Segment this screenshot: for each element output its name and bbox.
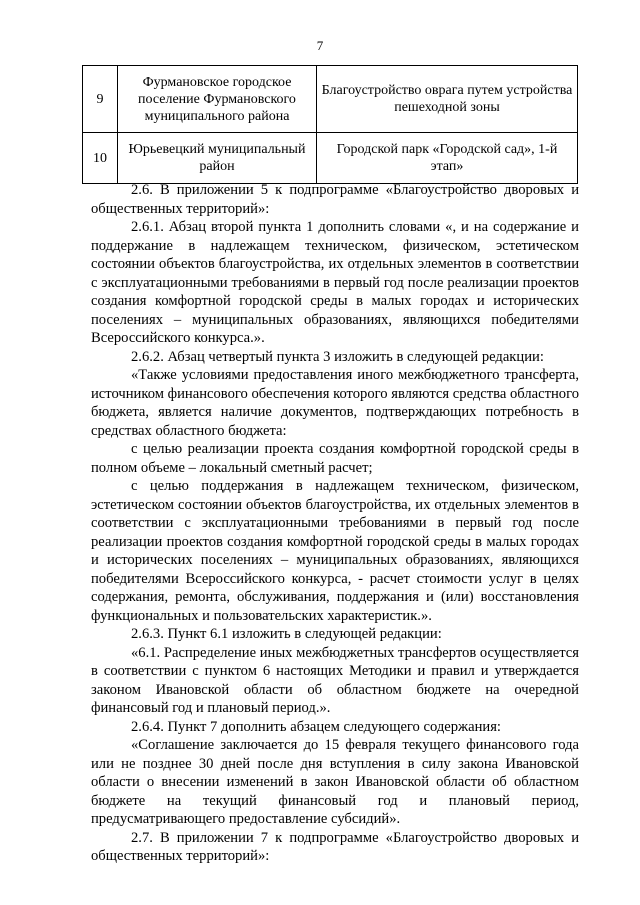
row-number-cell: 10 <box>83 133 118 184</box>
paragraph-2-6-3: 2.6.3. Пункт 6.1 изложить в следующей редакции: <box>131 626 442 642</box>
object-cell: Городской парк «Городской сад», 1-й этап» <box>317 133 578 184</box>
paragraph-local-estimate: с целью реализации проекта создания комфортной городской среды в полном объеме – локальный сметный расчет; <box>91 441 579 476</box>
paragraph-2-7: 2.7. В приложении 7 к подпрограмме «Благоустройство дворовых и общественных территорий»: <box>91 829 579 864</box>
row-number-cell: 9 <box>83 66 118 133</box>
object-cell: Благоустройство оврага путем устройства пешеходной зоны <box>317 66 578 133</box>
municipality-cell: Юрьевецкий муниципальный район <box>118 133 317 184</box>
municipality-cell: Фурмановское городское поселение Фурмановского муниципального района <box>118 66 317 133</box>
paragraph-2-6: 2.6. В приложении 5 к подпрограмме «Благоустройство дворовых и общественных территорий»: <box>91 182 579 217</box>
paragraph-2-6-1: 2.6.1. Абзац второй пункта 1 дополнить словами «, и на содержание и поддержание в надлежащем техническом, физическом, эстетическом состоянии объектов благоустройства, их отдельных элементов в соответствии с эксплуатационными требованиями в первый год после реализации проектов создания комфортной городской среды в малых городах и исторических поселениях – муниципальных образованиях, являющихся победителями Всероссийского конкурса.». <box>91 219 579 346</box>
table-row <box>83 133 578 184</box>
paragraph-agreement: «Соглашение заключается до 15 февраля текущего финансового года или не позднее 30 дней после дня вступления в силу закона Ивановской области о внесении изменений в закон Ивановской области об областном бюджете на текущий финансовый год и плановый период, предусматривающего предоставление субсидий». <box>91 737 579 827</box>
paragraph-2-6-4: 2.6.4. Пункт 7 дополнить абзацем следующего содержания: <box>131 718 501 735</box>
document-body <box>91 181 579 866</box>
page-number: 7 <box>316 38 324 53</box>
paragraph-quote-conditions: «Также условиями предоставления иного межбюджетного трансферта, источником финансового обеспечения которого являются средства областного бюджета, является наличие документов, подтверждающих потребность в средствах областного бюджета: <box>91 367 579 439</box>
paragraph-maintenance-calc: с целью поддержания в надлежащем техническом, физическом, эстетическом состоянии объектов благоустройства, их отдельных элементов в соответствии с эксплуатационными требованиями в первый год после реализации проектов создания комфортной городской среды в малых городах и исторических поселениях – муниципальных образованиях, являющихся победителями Всероссийского конкурса, - расчет стоимости услуг в целях содержания, ремонта, обслуживания, поддержания и (или) восстановления функциональных и пользовательских характеристик.». <box>91 478 579 624</box>
paragraph-6-1: «6.1. Распределение иных межбюджетных трансфертов осуществляется в соответствии с пунктом 6 настоящих Методики и правил и утверждается законом Ивановской области об областном бюджете на очередной финансовый год и плановый период.». <box>91 644 579 716</box>
municipality-table <box>82 65 578 184</box>
paragraph-2-6-2: 2.6.2. Абзац четвертый пункта 3 изложить в следующей редакции: <box>131 348 544 365</box>
table-row <box>83 66 578 133</box>
